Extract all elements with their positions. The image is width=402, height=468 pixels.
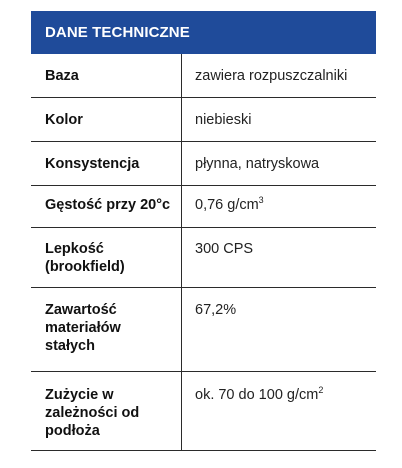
- row-value: zawiera rozpuszczalniki: [182, 54, 377, 98]
- section-header: DANE TECHNICZNE: [31, 11, 376, 54]
- row-label: Zawartość materiałów stałych: [31, 288, 182, 372]
- value-text: ok. 70 do 100 g/cm: [195, 387, 319, 403]
- technical-data-table: [31, 54, 376, 451]
- row-label: Lepkość (brookfield): [31, 228, 182, 288]
- table-row-viscosity: [31, 228, 376, 288]
- row-label: Gęstość przy 20°c: [31, 186, 182, 228]
- table-row-color: [31, 98, 376, 142]
- row-value: 300 CPS: [182, 228, 377, 288]
- row-label: Baza: [31, 54, 182, 98]
- row-value: niebieski: [182, 98, 377, 142]
- row-label: Zużycie w zależności od podłoża: [31, 372, 182, 451]
- table-row-consistency: [31, 142, 376, 186]
- technical-data-card: [31, 11, 376, 451]
- table-row-density: [31, 186, 376, 228]
- row-label: Konsystencja: [31, 142, 182, 186]
- value-superscript: 2: [318, 385, 324, 396]
- row-value: 67,2%: [182, 288, 377, 372]
- value-text: 0,76 g/cm: [195, 197, 259, 213]
- row-label: Kolor: [31, 98, 182, 142]
- row-value: [182, 372, 377, 451]
- table-row-base: [31, 54, 376, 98]
- value-superscript: 3: [258, 195, 264, 206]
- row-value: płynna, natryskowa: [182, 142, 377, 186]
- table-row-consumption: [31, 372, 376, 451]
- table-row-solids-content: [31, 288, 376, 372]
- row-value: [182, 186, 377, 228]
